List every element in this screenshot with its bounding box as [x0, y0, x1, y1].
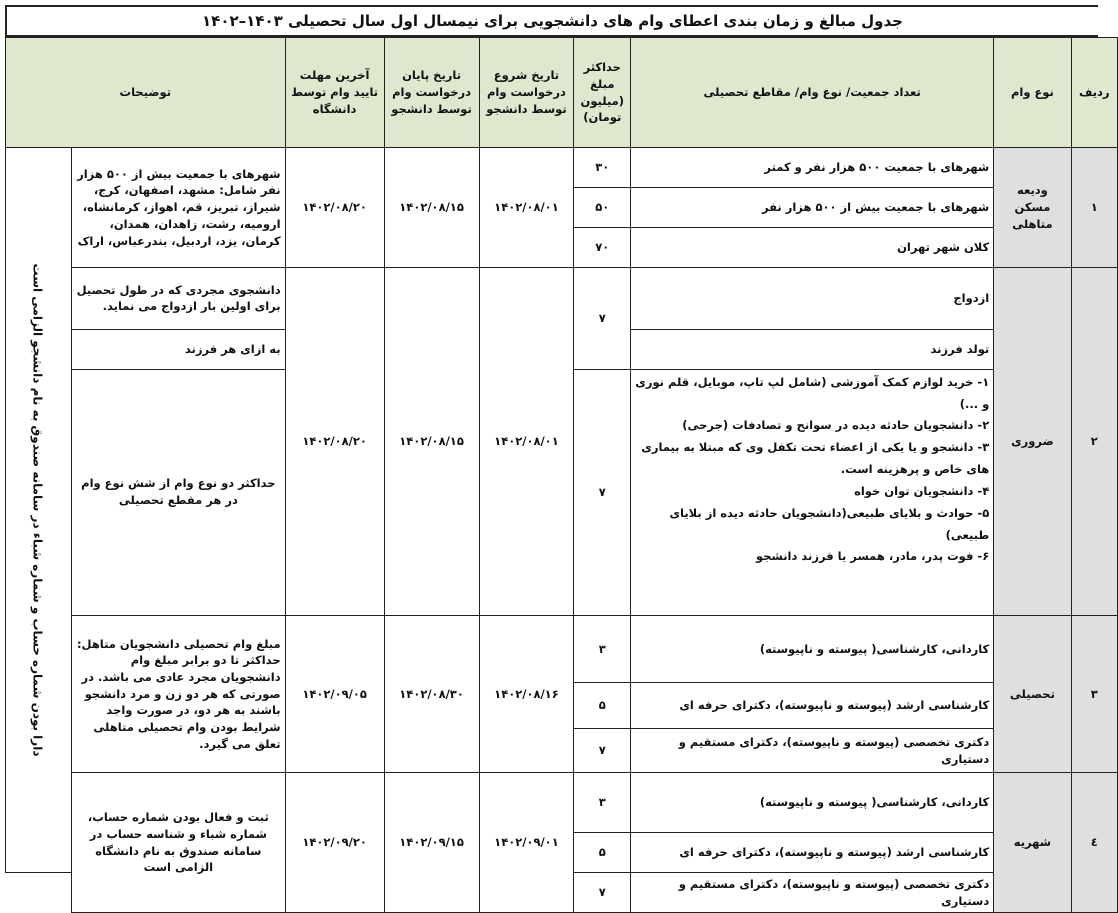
side-note: دارا بودن شماره حساب و شماره شباء در سامانه صندوق به نام دانشجو الزامی است: [30, 263, 45, 757]
start-date: ۱۴۰۲/۰۸/۰۱: [479, 268, 574, 616]
loan-table: [5, 37, 1118, 913]
list-item: ۵- حوادث و بلایای طبیعی(دانشجویان حادثه دیده از بلایای طبیعی): [669, 505, 990, 542]
start-date: ۱۴۰۲/۰۹/۰۱: [479, 773, 574, 913]
start-date: ۱۴۰۲/۰۸/۰۱: [479, 148, 574, 268]
list-item: ۶- فوت پدر، مادر، همسر یا فرزند دانشجو: [756, 549, 990, 564]
note-cell: به ازای هر فرزند: [72, 329, 286, 369]
category-cell: کارشناسی ارشد (پیوسته و ناپیوسته)، دکترای حرفه ای: [631, 683, 994, 729]
table-row: [6, 773, 1118, 833]
amount-cell: ۷: [574, 873, 631, 913]
page-title: جدول مبالغ و زمان بندی اعطای وام های دانشجویی برای نیمسال اول سال تحصیلی ۱۴۰۳–۱۴۰۲: [5, 5, 1098, 37]
table-row: [6, 268, 1118, 330]
end-date: ۱۴۰۲/۰۸/۱۵: [384, 148, 479, 268]
loan-type: ضروری: [994, 268, 1071, 616]
category-cell: دکتری تخصصی (پیوسته و ناپیوسته)، دکترای مستقیم و دستیاری: [631, 729, 994, 773]
category-cell: شهرهای با جمعیت ۵۰۰ هزار نفر و کمتر: [631, 148, 994, 188]
deadline-date: ۱۴۰۲/۰۸/۲۰: [285, 148, 384, 268]
amount-cell: ۷: [574, 369, 631, 615]
list-item: ۲- دانشجویان حادثه دیده در سوانح و تصادفات (جرحی): [682, 418, 990, 433]
note-cell: مبلغ وام تحصیلی دانشجویان متاهل: حداکثر تا دو برابر مبلغ وام دانشجویان مجرد عادی می باشد. در صورتی که هر دو زن و مرد دانشجو باشند به هر دو، در صورت واجد شرایط بودن وام تحصیلی متاهلی تعلق می گیرد.: [72, 615, 286, 773]
header-type: نوع وام: [994, 38, 1071, 148]
header-max-amount: حداکثر مبلغ (میلیون تومان): [574, 38, 631, 148]
note-cell: دانشجوی مجردی که در طول تحصیل برای اولین بار ازدواج می نماید.: [72, 268, 286, 330]
amount-cell: ۵: [574, 683, 631, 729]
header-row-no: ردیف: [1071, 38, 1117, 148]
category-cell: کارشناسی ارشد (پیوسته و ناپیوسته)، دکترای حرفه ای: [631, 833, 994, 873]
category-cell: کاردانی، کارشناسی( پیوسته و ناپیوسته): [631, 615, 994, 683]
amount-cell: ۵۰: [574, 188, 631, 228]
list-item: ۱- خرید لوازم کمک آموزشی (شامل لپ تاپ، موبایل، قلم نوری و ...): [635, 374, 990, 411]
header-category: تعداد جمعیت/ نوع وام/ مقاطع تحصیلی: [631, 38, 994, 148]
start-date: ۱۴۰۲/۰۸/۱۶: [479, 615, 574, 773]
amount-cell: ۳۰: [574, 148, 631, 188]
row-number: ۲: [1071, 268, 1117, 616]
note-cell: حداکثر دو نوع وام از شش نوع وام در هر مقطع تحصیلی: [72, 369, 286, 615]
emergency-list: [631, 369, 994, 615]
loan-type: تحصیلی: [994, 615, 1071, 773]
row-number: ۳: [1071, 615, 1117, 773]
row-number: ۱: [1071, 148, 1117, 268]
table-row: [6, 615, 1118, 683]
deadline-date: ۱۴۰۲/۰۹/۲۰: [285, 773, 384, 913]
header-notes: توضیحات: [6, 38, 286, 148]
header-deadline: آخرین مهلت تایید وام توسط دانشگاه: [285, 38, 384, 148]
category-cell: ازدواج: [631, 268, 994, 330]
category-cell: شهرهای با جمعیت بیش از ۵۰۰ هزار نفر: [631, 188, 994, 228]
header-end-date: تاریخ پایان درخواست وام توسط دانشجو: [384, 38, 479, 148]
category-cell: دکتری تخصصی (پیوسته و ناپیوسته)، دکترای مستقیم و دستیاری: [631, 873, 994, 913]
amount-cell: ۳: [574, 615, 631, 683]
end-date: ۱۴۰۲/۰۹/۱۵: [384, 773, 479, 913]
list-item: ۳- دانشجو و یا یکی از اعضاء تحت تکفل وی که مبتلا به بیماری های خاص و پرهزینه است.: [641, 440, 990, 477]
loan-type: ودیعه مسکن متاهلی: [994, 148, 1071, 268]
note-cell: شهرهای با جمعیت بیش از ۵۰۰ هزار نفر شامل: مشهد، اصفهان، کرج، شیراز، تبریز، قم، اهواز، کرمانشاه، ارومیه، رشت، زاهدان، همدان، کرمان، یزد، اردبیل، بندرعباس، اراک: [72, 148, 286, 268]
end-date: ۱۴۰۲/۰۸/۳۰: [384, 615, 479, 773]
amount-cell: ۷۰: [574, 228, 631, 268]
row-number: ٤: [1071, 773, 1117, 913]
deadline-date: ۱۴۰۲/۰۹/۰۵: [285, 615, 384, 773]
note-cell: ثبت و فعال بودن شماره حساب، شماره شباء و شناسه حساب در سامانه صندوق به نام دانشگاه الزامی است: [72, 773, 286, 913]
category-cell: کلان شهر تهران: [631, 228, 994, 268]
deadline-date: ۱۴۰۲/۰۸/۲۰: [285, 268, 384, 616]
loan-type: شهریه: [994, 773, 1071, 913]
category-cell: کاردانی، کارشناسی( پیوسته و ناپیوسته): [631, 773, 994, 833]
end-date: ۱۴۰۲/۰۸/۱۵: [384, 268, 479, 616]
amount-cell: ۳: [574, 773, 631, 833]
header-start-date: تاریخ شروع درخواست وام توسط دانشجو: [479, 38, 574, 148]
amount-cell: ۵: [574, 833, 631, 873]
side-note-cell: [6, 148, 72, 873]
amount-cell: ۷: [574, 729, 631, 773]
list-item: ۴- دانشجویان توان خواه: [854, 483, 990, 498]
amount-cell: ۷: [574, 268, 631, 370]
category-cell: تولد فرزند: [631, 329, 994, 369]
header-row: [6, 38, 1118, 148]
table-row: [6, 148, 1118, 188]
